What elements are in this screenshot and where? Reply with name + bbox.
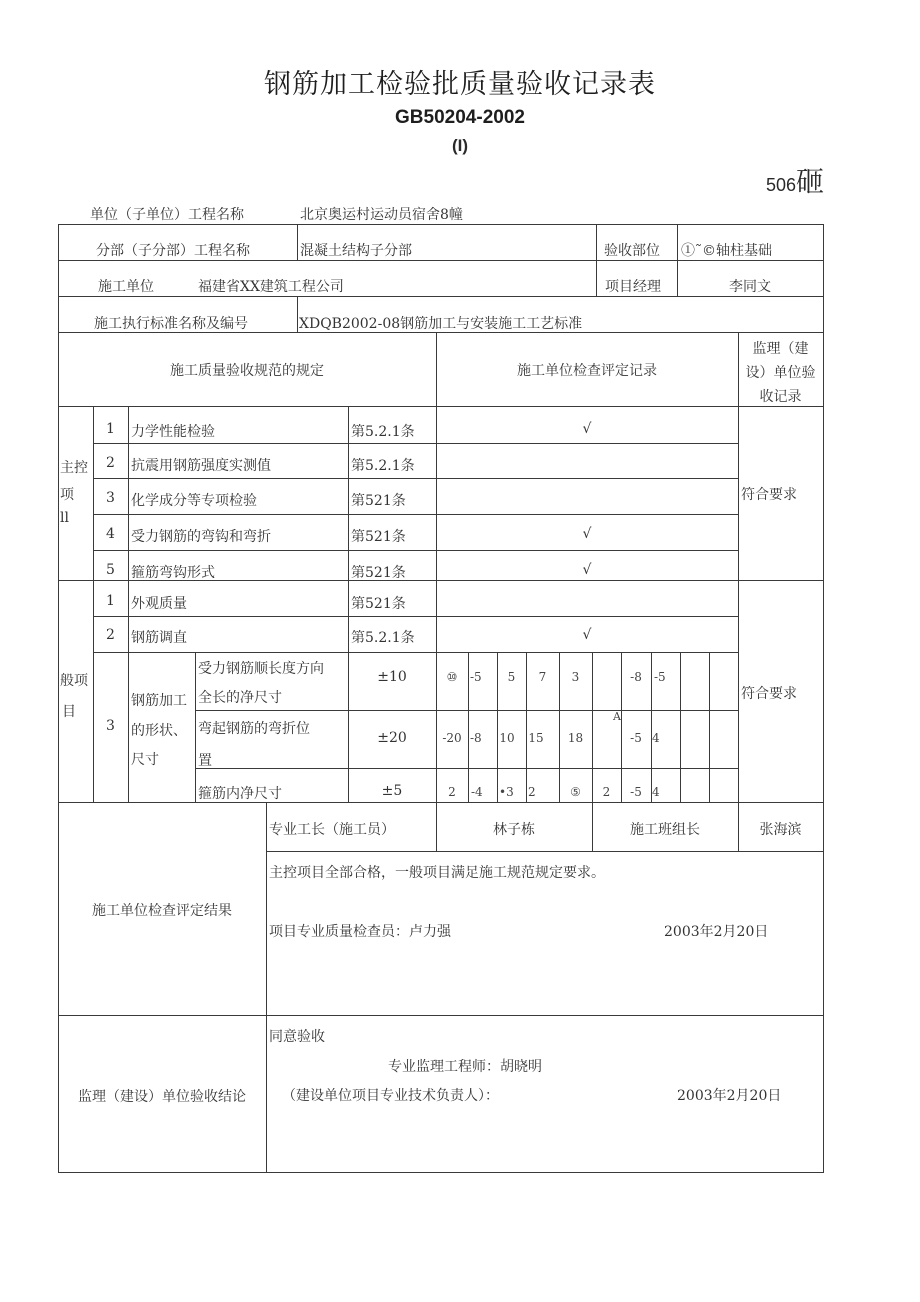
acceptance-part-value: ①˜©轴柱基础 xyxy=(681,243,772,259)
item3-name-line1: 钢筋加工 xyxy=(131,693,187,709)
measure-name-line1: 箍筋内净尺寸 xyxy=(198,786,282,802)
doc-number-value: 506 xyxy=(765,175,796,195)
measure-value: ⑤ xyxy=(570,785,581,799)
acceptance-part-label: 验收部位 xyxy=(604,243,660,259)
item-name: 抗震用钢筋强度实测值 xyxy=(131,458,271,474)
main-control-label-line1: 主控 xyxy=(60,460,88,476)
main-control-result: 符合要求 xyxy=(741,487,797,503)
foreman-label: 专业工长（施工员） xyxy=(269,822,395,838)
supervisor-record-header-line2: 设）单位验 xyxy=(745,365,816,381)
supervisor-record-header-line1: 监理（建 xyxy=(752,341,809,357)
supervisor-date: 2003年2月20日 xyxy=(677,1088,782,1104)
measure-tolerance: ±10 xyxy=(377,669,407,685)
quality-inspector: 项目专业质量检查员：卢力强 xyxy=(269,924,451,940)
standard-code: GB50204-2002 xyxy=(395,107,525,128)
measure-value: 15 xyxy=(528,731,544,745)
manager-label: 项目经理 xyxy=(605,279,661,295)
measure-value: -8 xyxy=(630,670,642,684)
item-name: 箍筋弯钩形式 xyxy=(131,565,215,581)
standard-label: 施工执行标准名称及编号 xyxy=(94,316,248,332)
team-leader-value: 张海滨 xyxy=(759,822,802,838)
project-name-label: 单位（子单位）工程名称 xyxy=(90,207,244,223)
supervising-engineer: 专业监理工程师：胡晓明 xyxy=(388,1059,542,1075)
item-clause: 第521条 xyxy=(351,493,406,509)
measure-value: 3 xyxy=(571,670,580,684)
measure-value: 7 xyxy=(538,670,547,684)
contractor-record-header: 施工单位检查评定记录 xyxy=(517,363,657,379)
contractor-value: 福建省XX建筑工程公司 xyxy=(198,279,344,295)
supervisor-result-label: 监理（建设）单位验收结论 xyxy=(78,1089,246,1105)
measure-tolerance: ±20 xyxy=(377,730,407,746)
contractor-date: 2003年2月20日 xyxy=(664,924,769,940)
item-number: 2 xyxy=(106,627,115,643)
measure-value: 10 xyxy=(499,731,515,745)
item-clause: 第5.2.1条 xyxy=(351,458,415,474)
item-clause: 第5.2.1条 xyxy=(351,424,415,440)
general-label-line2: 目 xyxy=(62,704,76,720)
item-name: 力学性能检验 xyxy=(131,424,215,440)
item-record: √ xyxy=(582,526,592,542)
page-title: 钢筋加工检验批质量验收记录表 xyxy=(264,69,656,100)
measure-value: 18 xyxy=(567,731,584,745)
item-name: 化学成分等专项检验 xyxy=(131,493,257,509)
manager-value: 李同文 xyxy=(729,279,771,295)
measure-value: -5 xyxy=(654,670,666,684)
measure-value: -4 xyxy=(471,785,483,799)
doc-number xyxy=(766,160,824,200)
main-control-label-line2: 项 xyxy=(60,487,74,503)
standard-value: XDQB2002-08钢筋加工与安装施工工艺标准 xyxy=(299,316,583,332)
measure-name-line2: 全长的净尺寸 xyxy=(198,690,282,706)
item-name: 受力钢筋的弯钩和弯折 xyxy=(131,529,271,545)
item-number: 4 xyxy=(106,526,115,542)
measure-value: 2 xyxy=(448,785,456,799)
measure-tolerance: ±5 xyxy=(381,783,403,799)
sub-code: (I) xyxy=(451,136,469,155)
supervisor-record-header-line3: 收记录 xyxy=(759,389,802,405)
measure-value: -20 xyxy=(442,731,462,745)
team-leader-label: 施工班组长 xyxy=(630,822,700,838)
item-number: 5 xyxy=(106,562,115,578)
item-number: 2 xyxy=(106,455,115,471)
measure-value: -8 xyxy=(470,731,482,745)
project-name-value: 北京奥运村运动员宿舍8幢 xyxy=(300,207,463,223)
subproject-value: 混凝土结构子分部 xyxy=(300,243,412,259)
owner-technical-lead: （建设单位项目专业技术负责人）： xyxy=(282,1088,499,1104)
measure-value: 2 xyxy=(602,785,611,799)
general-label-line1: 般项 xyxy=(60,673,88,689)
item-clause: 第5.2.1条 xyxy=(351,630,415,646)
item3-number: 3 xyxy=(106,718,115,734)
general-result: 符合要求 xyxy=(741,686,797,702)
measure-value: 2 xyxy=(528,785,536,799)
measure-name-line1: 受力钢筋顺长度方向 xyxy=(198,661,324,677)
contractor-label: 施工单位 xyxy=(98,279,154,295)
measure-value: -5 xyxy=(630,785,642,799)
item-name: 钢筋调直 xyxy=(131,630,187,646)
measure-value: 4 xyxy=(652,785,660,799)
measure-value: •3 xyxy=(499,785,514,799)
item-record: √ xyxy=(582,562,592,578)
item-clause: 第521条 xyxy=(351,596,406,612)
item-record: √ xyxy=(582,421,592,437)
measure-name-line2: 置 xyxy=(198,753,212,769)
item-clause: 第521条 xyxy=(351,529,406,545)
measure-value: ⑩ xyxy=(446,670,458,684)
contractor-result-label: 施工单位检查评定结果 xyxy=(92,903,232,919)
item-number: 1 xyxy=(106,593,115,609)
measure-value: 4 xyxy=(652,731,660,745)
measure-value: 5 xyxy=(507,670,516,684)
item-clause: 第521条 xyxy=(351,565,406,581)
measure-value: -5 xyxy=(630,731,642,745)
doc-number-suffix: 砸 xyxy=(795,166,824,197)
contractor-conclusion: 主控项目全部合格，一般项目满足施工规范规定要求。 xyxy=(269,865,605,881)
supervisor-conclusion: 同意验收 xyxy=(269,1029,325,1045)
item3-name-line3: 尺寸 xyxy=(131,752,159,768)
main-control-label-line3: ll xyxy=(60,510,69,526)
measure-mark: A xyxy=(613,710,621,723)
item3-name-line2: 的形状、 xyxy=(131,723,187,739)
measure-name-line1: 弯起钢筋的弯折位 xyxy=(198,721,310,737)
subproject-label: 分部（子分部）工程名称 xyxy=(96,243,250,259)
foreman-value: 林子栋 xyxy=(493,822,535,838)
item-record: √ xyxy=(582,627,592,643)
measure-value: -5 xyxy=(470,670,482,684)
item-number: 3 xyxy=(106,490,115,506)
item-name: 外观质量 xyxy=(131,596,187,612)
item-number: 1 xyxy=(106,421,115,437)
spec-header: 施工质量验收规范的规定 xyxy=(170,363,324,379)
